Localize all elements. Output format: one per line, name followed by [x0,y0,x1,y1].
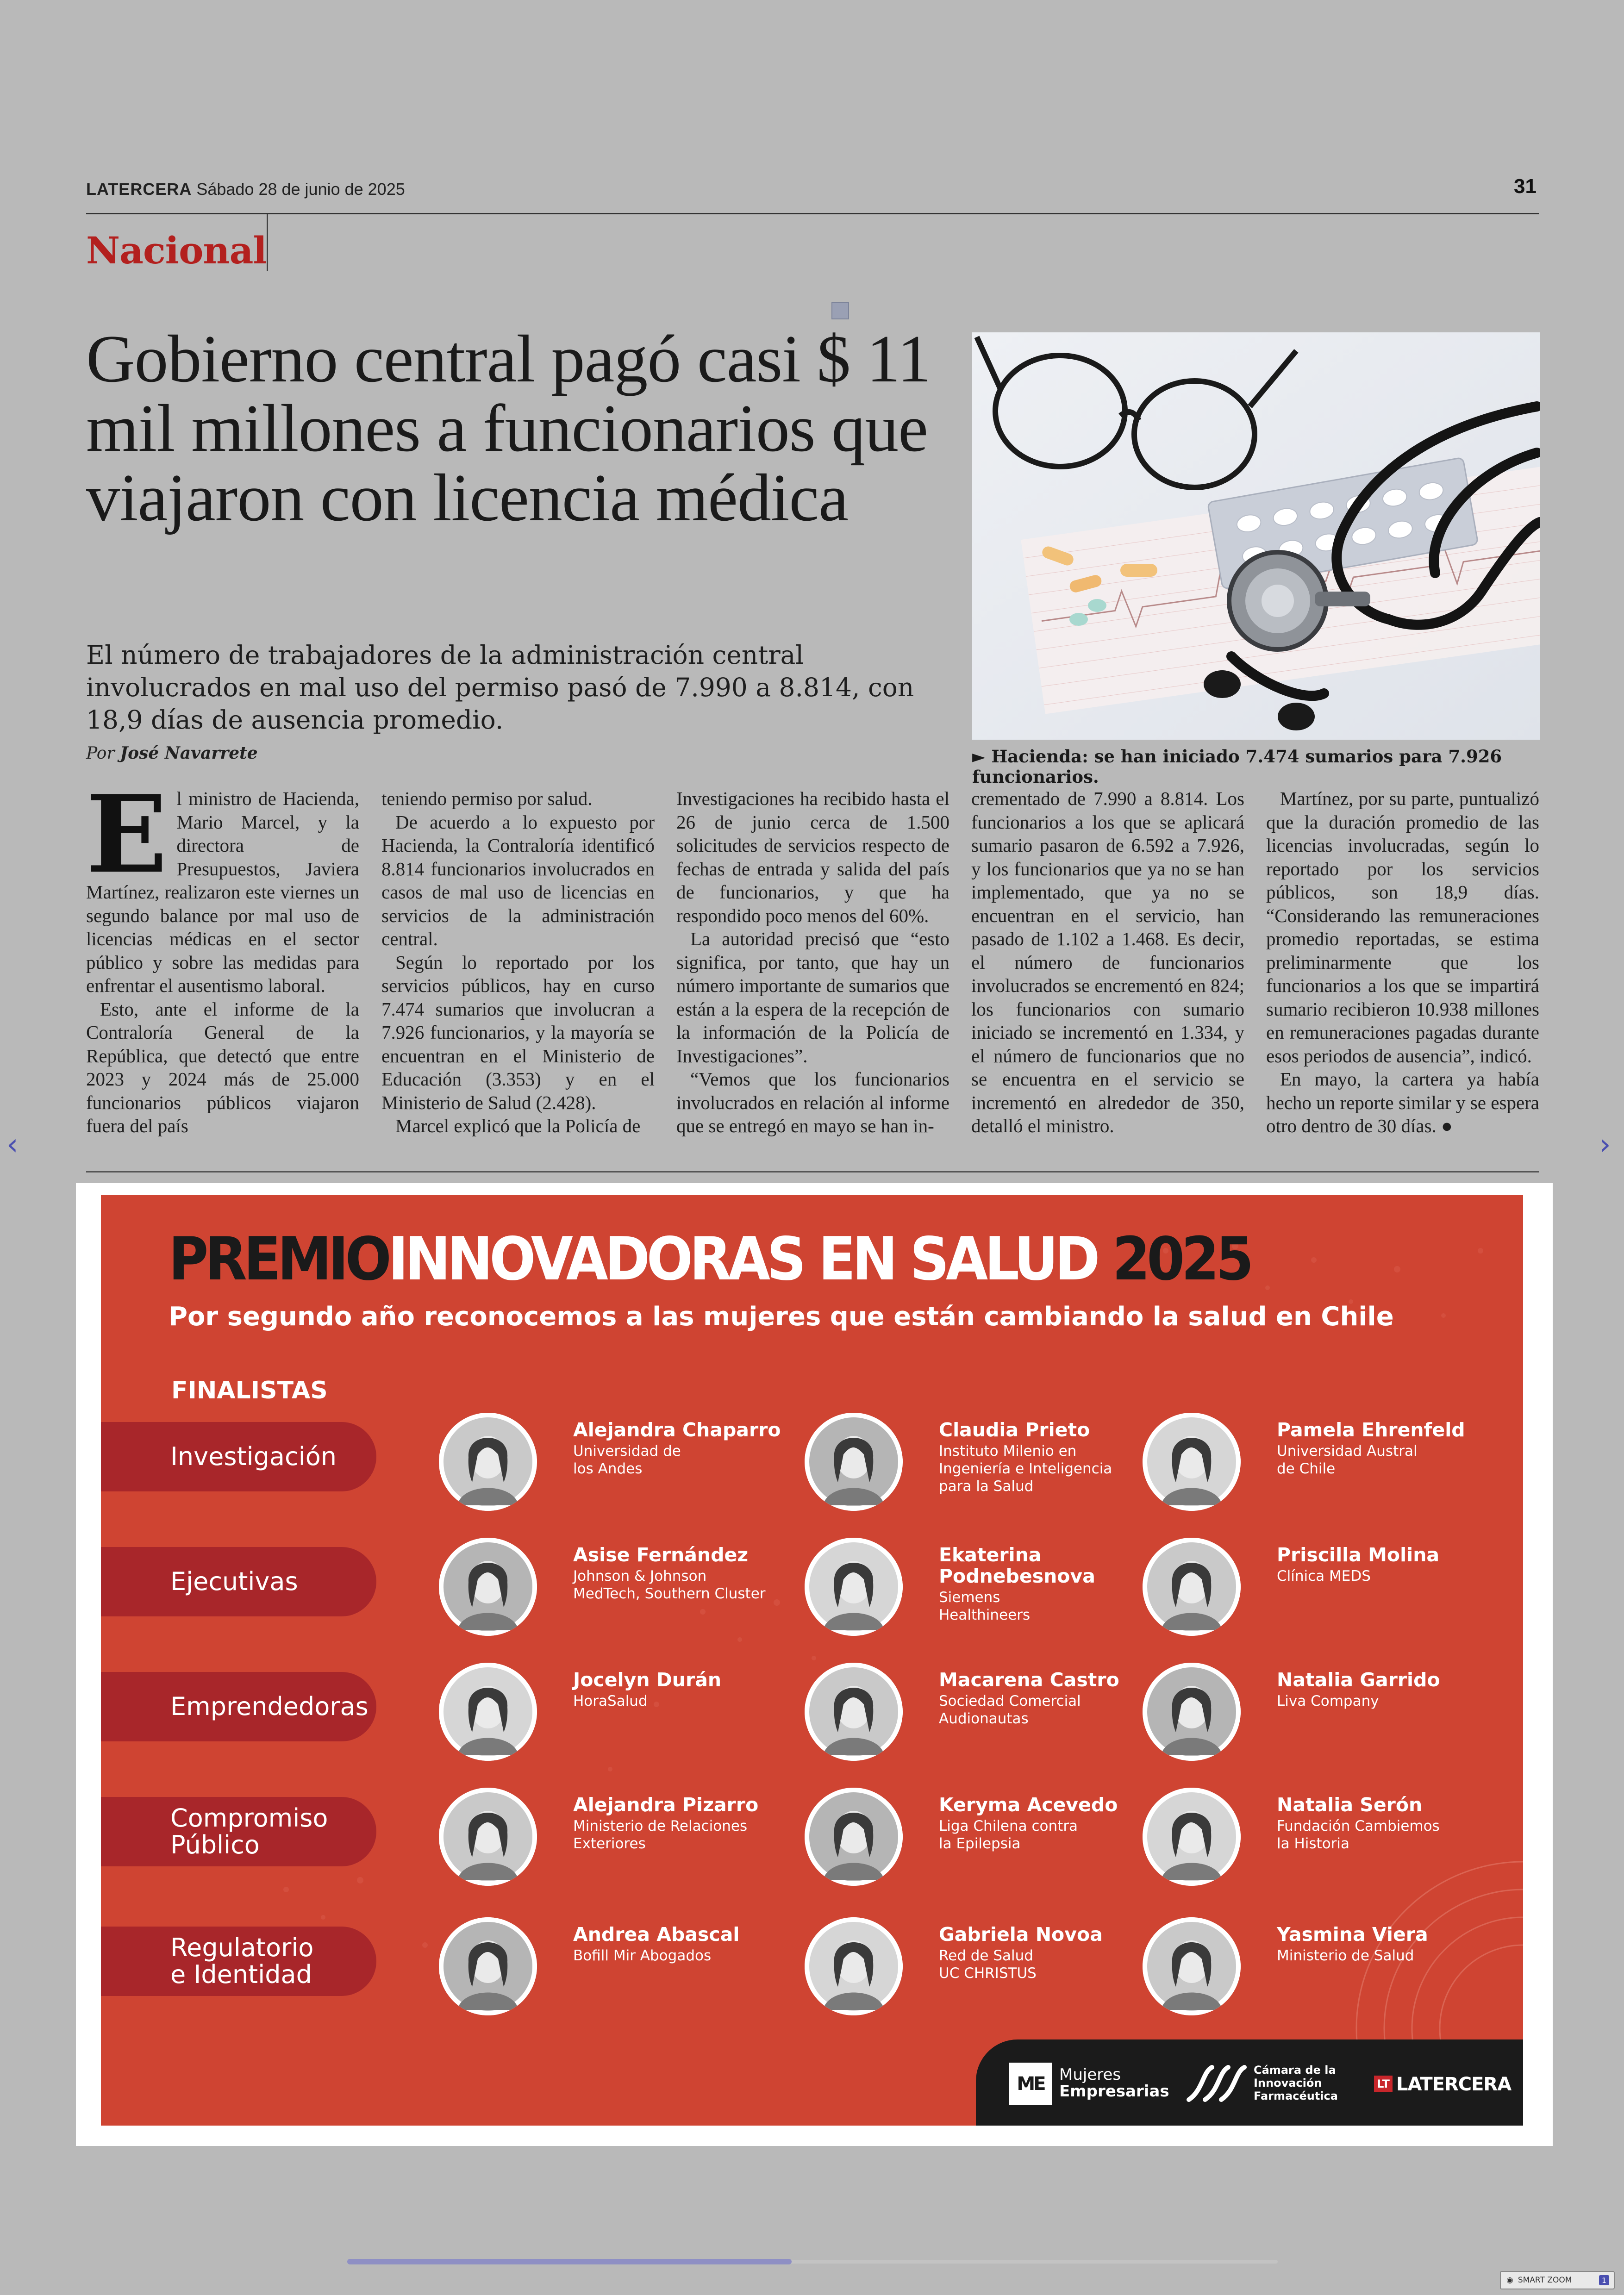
paragraph: De acuerdo a lo expuesto por Hacienda, la Contraloría identificó 8.814 funcionarios involucrados en casos de mal uso de licencias en servicios de la administración central. [381,811,655,949]
finalist-photo [1143,1663,1241,1761]
sponsor-camara-innovacion: Cámara de la Innovación Farmacéutica [1254,2064,1338,2102]
byline-prefix: Por [86,744,115,763]
finalist-photo [1143,1788,1241,1886]
category-label: Compromiso Público [170,1803,328,1859]
deck: El número de trabajadores de la administración central involucrados en mal uso del permiso pasó de 7.990 a 8.814, con 18,9 días de ausencia promedio. [86,640,914,735]
article-column-5 [1266,787,1539,1138]
category-pill [101,1422,376,1491]
finalist-organization: Liga Chilena contra la Epilepsia [939,1818,1078,1852]
finalist-organization: Johnson & Johnson MedTech, Southern Cluster [573,1568,766,1602]
sponsor-la-tercera: LATERCERA [1396,2074,1512,2095]
paragraph: El ministro de Hacienda, Mario Marcel, y la directora de Presupuestos, Javiera Martínez, realizaron este viernes un segundo balance por mal uso de licencias médicas en el sector público y sobre las medidas para enfrentar el ausentismo laboral. [86,772,359,996]
finalist-name: Macarena Castro [939,1669,1119,1691]
finalist-photo [439,1917,537,2015]
finalist-name: Priscilla Molina [1277,1544,1440,1566]
finalist-photo [439,1663,537,1761]
finalist-organization: Fundación Cambiemos la Historia [1277,1818,1440,1852]
headline: Gobierno central pagó casi $ 11 mil millones a funcionarios que viajaron con licencia médica [86,321,931,535]
byline-author: José Navarrete [120,743,258,763]
finalist-name: Keryma Acevedo [939,1794,1118,1816]
section-divider [267,214,268,271]
section-title: Nacional [86,229,267,272]
paragraph: Marcel explicó que la Policía de [395,1115,641,1136]
masthead [86,180,405,199]
finalist-photo [805,1413,903,1511]
finalist-name: Jocelyn Durán [573,1669,722,1691]
finalist-organization: Sociedad Comercial Audionautas [939,1693,1081,1727]
eye-icon: ◉ [1506,2276,1513,2285]
finalist-organization: Red de Salud UC CHRISTUS [939,1947,1037,1982]
finalist-organization: Instituto Milenio en Ingeniería e Inteligencia para la Salud [939,1443,1112,1495]
article-end-rule [86,1171,1539,1172]
category-label: Ejecutivas [170,1567,298,1596]
paragraph: En mayo, la cartera ya había hecho un reporte similar y se espera otro dentro de 30 días. ● [1266,1068,1539,1136]
category-label: Regulatorio e Identidad [170,1933,314,1989]
finalist-organization: Universidad Austral de Chile [1277,1443,1418,1477]
finalist-organization: HoraSalud [573,1693,648,1709]
paragraph: Según lo reportado por los servicios públicos, hay en curso 7.474 sumarios que involucran a 7.926 funcionarios, y la mayoría se encuentran en el Ministerio de Educación (3.353) y en el Ministerio de Salud (2.428). [381,951,655,1113]
finalistas-label: FINALISTAS [171,1377,328,1404]
finalist-photo [805,1663,903,1761]
next-page-button[interactable]: › [1599,1128,1611,1162]
article-photo [972,332,1540,740]
sponsor-bar [976,2039,1523,2126]
paragraph: Esto, ante el informe de la Contraloría General de la República, que detectó que entre 2023 y 2024 más de 25.000 funcionarios públicos viajaron fuera del país [86,998,359,1136]
drop-cap: E [86,772,168,897]
ad-subtitle: Por segundo año reconocemos a las mujeres que están cambiando la salud en Chile [169,1302,1394,1332]
finalist-photo [805,1788,903,1886]
finalist-name: Alejandra Chaparro [573,1419,781,1441]
finalist-name: Gabriela Novoa [939,1923,1103,1946]
brand: LATERCERA [86,180,192,199]
article-column-1 [86,772,359,1138]
advertisement[interactable] [101,1195,1523,2126]
finalist-photo [1143,1917,1241,2015]
finalist-organization: Clínica MEDS [1277,1568,1371,1584]
finalist-photo [1143,1413,1241,1511]
category-pill [101,1672,376,1741]
finalist-name: Asise Fernández [573,1544,749,1566]
bookmark-icon[interactable] [831,302,849,319]
article-column-4 [971,787,1244,1138]
mujeres-empresarias-logo: ME [1009,2063,1052,2105]
page-number: 31 [1514,175,1537,198]
ad-title: PREMIOINNOVADORAS EN SALUD 2025 [169,1225,1250,1294]
finalist-name: Yasmina Viera [1277,1923,1428,1946]
photo-caption: ► Hacienda: se han iniciado 7.474 sumarios para 7.926 funcionarios. [972,746,1502,787]
paragraph: Investigaciones ha recibido hasta el 26 de junio cerca de 1.500 solicitudes de servicios respecto de fechas de entrada y salida del país de funcionarios, y que ha respondido poco menos del 60%. [676,788,949,926]
finalist-organization: Siemens Healthineers [939,1589,1031,1623]
article-column-2 [381,787,655,1138]
paragraph: La autoridad precisó que “esto significa, por tanto, que hay un número importante de sumarios que están a la espera de la recepción de la información de la Policía de Investigaciones”. [676,928,949,1066]
previous-page-button[interactable]: ‹ [6,1128,19,1162]
paragraph: “Vemos que los funcionarios involucrados en relación al informe que se entregó en mayo se han in- [676,1068,949,1136]
header-rule [86,213,1539,214]
paragraph: Martínez, por su parte, puntualizó que la duración promedio de las licencias involucradas, según lo reportado por los servicios públicos, son 18,9 días. “Considerando las remuneraciones promedio reportadas, se estima preliminarmente que los funcionarios a los que se impartirá sumario recibieron 10.938 millones en remuneraciones pagadas durante esos periodos de ausencia”, indicó. [1266,788,1539,1066]
finalist-organization: Bofill Mir Abogados [573,1947,712,1964]
finalist-photo [439,1538,537,1636]
finalist-photo [439,1413,537,1511]
finalist-name: Natalia Garrido [1277,1669,1440,1691]
category-pill [101,1797,376,1866]
zoom-level: 1 [1599,2275,1609,2285]
stethoscope-glasses-image [972,332,1540,740]
byline [86,743,258,763]
category-label: Investigación [170,1442,337,1471]
finalist-name: Andrea Abascal [573,1923,740,1946]
finalist-photo [805,1538,903,1636]
finalist-photo [1143,1538,1241,1636]
finalist-organization: Universidad de los Andes [573,1443,681,1477]
category-pill [101,1927,376,1996]
smart-zoom-button[interactable] [1500,2271,1615,2289]
smart-zoom-label: SMART ZOOM [1518,2276,1572,2285]
finalist-name: Ekaterina Podnebesnova [939,1544,1095,1587]
finalist-photo [439,1788,537,1886]
finalist-organization: Ministerio de Relaciones Exteriores [573,1818,748,1852]
finalist-name: Pamela Ehrenfeld [1277,1419,1465,1441]
finalist-photo [805,1917,903,2015]
article-column-3 [676,787,949,1138]
category-label: Emprendedoras [170,1692,369,1721]
category-pill [101,1547,376,1616]
la-tercera-logo-mark: LT [1374,2076,1393,2092]
paragraph: teniendo permiso por salud. [381,788,593,809]
finalist-name: Alejandra Pizarro [573,1794,759,1816]
camara-innovacion-logo [1184,2063,1249,2104]
sponsor-mujeres-empresarias: Mujeres Empresarias [1059,2065,1169,2101]
paragraph: crementado de 7.990 a 8.814. Los funcionarios a los que se aplicará sumario pasaron de 6.592 a 7.926, y los funcionarios que ya no se han implementado, que ya no se encuentran en el servicio, han pasado de 1.102 a 1.468. Es decir, el número de funcionarios involucrados se encrementó en 824; los funcionarios con sumario iniciado se incrementó en 1.334, y el número de funcionarios que no se encuentra en el servicio se incrementó en alrededor de 350, detalló el ministro. [971,788,1244,1136]
page-scrollbar-thumb[interactable] [347,2259,792,2264]
finalist-name: Natalia Serón [1277,1794,1423,1816]
finalist-organization: Ministerio de Salud [1277,1947,1414,1964]
finalist-name: Claudia Prieto [939,1419,1090,1441]
issue-date: Sábado 28 de junio de 2025 [196,180,405,199]
finalist-organization: Liva Company [1277,1693,1379,1709]
